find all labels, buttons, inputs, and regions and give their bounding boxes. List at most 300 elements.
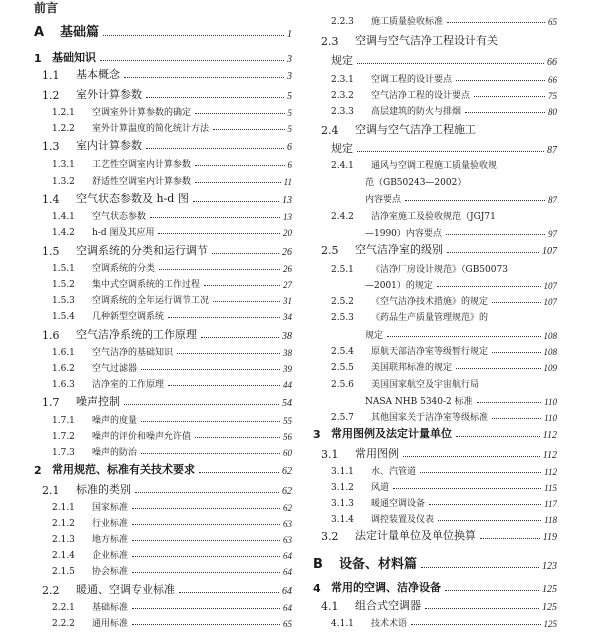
toc-leader-dots xyxy=(438,520,541,521)
toc-leader-dots xyxy=(445,590,539,591)
toc-leader-dots xyxy=(357,151,544,152)
toc-page-number: 3 xyxy=(287,71,292,82)
toc-entry-title: —1990）内容要点 xyxy=(365,229,442,239)
toc-entry-title: 室外计算温度的简化统计方法 xyxy=(92,124,210,134)
toc-page-number: 63 xyxy=(283,519,292,529)
toc-entry[interactable] xyxy=(34,243,292,258)
toc-page-number: 56 xyxy=(283,432,292,442)
toc-leader-dots xyxy=(421,567,539,568)
toc-entry-title: 基础标准 xyxy=(92,603,129,613)
toc-entry[interactable] xyxy=(313,86,557,101)
toc-entry[interactable] xyxy=(34,207,292,222)
toc-entry[interactable] xyxy=(34,562,292,577)
toc-entry-title: 空气洁净室的级别 xyxy=(355,243,443,256)
toc-entry-title: 范（GB50243—2002） xyxy=(365,178,467,188)
toc-page-number: 20 xyxy=(283,228,292,238)
toc-leader-dots xyxy=(447,22,545,23)
toc-entry-number: 2.1 xyxy=(42,484,60,497)
toc-entry[interactable] xyxy=(34,223,292,238)
toc-page-number: 34 xyxy=(283,312,292,322)
toc-entry[interactable] xyxy=(313,224,557,239)
toc-leader-dots xyxy=(492,352,540,353)
toc-entry-number: 2.4.2 xyxy=(331,212,354,222)
toc-entry-number: 3.2 xyxy=(321,530,339,543)
toc-page-number: 65 xyxy=(283,619,292,629)
toc-entry-number: 2.5.6 xyxy=(331,380,354,390)
toc-entry[interactable] xyxy=(34,462,292,477)
toc-entry[interactable] xyxy=(34,275,292,290)
toc-entry[interactable] xyxy=(313,392,557,407)
toc-entry-title: 基本概念 xyxy=(76,68,120,81)
toc-entry[interactable] xyxy=(313,122,557,137)
toc-page-number: 112 xyxy=(542,430,557,441)
toc-page-number: 13 xyxy=(282,195,292,206)
toc-leader-dots xyxy=(168,385,280,386)
toc-entry-title: 通风与空调工程施工质量验收规 xyxy=(371,161,498,171)
toc-entry-title: NASA NHB 5340-2 标准 xyxy=(365,397,473,407)
toc-entry-title: 美国国家航空及宇宙航行局 xyxy=(371,380,480,390)
toc-entry-number: 1.2.2 xyxy=(52,124,75,134)
toc-leader-dots xyxy=(429,504,541,505)
toc-entry-number: 2.1.2 xyxy=(52,519,75,529)
toc-page-number: 97 xyxy=(548,229,557,239)
toc-leader-dots xyxy=(100,60,284,61)
toc-entry-title: 水、汽管道 xyxy=(371,467,417,477)
toc-page-number: 1 xyxy=(287,29,292,40)
toc-entry-title: 工艺性空调室内计算参数 xyxy=(92,160,192,170)
toc-entry-title: 空气洁净的基础知识 xyxy=(92,348,174,358)
toc-entry[interactable] xyxy=(34,307,292,322)
toc-leader-dots xyxy=(492,302,540,303)
toc-entry[interactable] xyxy=(34,103,292,118)
toc-entry[interactable] xyxy=(34,359,292,374)
toc-entry[interactable] xyxy=(313,260,557,275)
toc-entry-title: 噪声的防治 xyxy=(92,448,138,458)
toc-entry[interactable] xyxy=(313,102,557,117)
toc-entry[interactable] xyxy=(34,343,292,358)
toc-entry-title: 噪声的度量 xyxy=(92,416,138,426)
toc-leader-dots xyxy=(437,286,541,287)
toc-entry-number: 1.5 xyxy=(42,245,60,258)
toc-entry[interactable] xyxy=(34,411,292,426)
toc-entry-title: 规定 xyxy=(331,54,353,67)
toc-entry-number: 2.2.2 xyxy=(52,619,75,629)
toc-page-number: 107 xyxy=(543,297,557,307)
toc-entry[interactable] xyxy=(34,394,292,409)
toc-entry[interactable] xyxy=(313,342,557,357)
toc-entry-number: 1.6.2 xyxy=(52,364,75,374)
toc-entry-number: 1.4.2 xyxy=(52,228,75,238)
toc-entry-title: 常用图例 xyxy=(355,447,399,460)
toc-entry[interactable] xyxy=(313,190,557,205)
toc-leader-dots xyxy=(465,112,545,113)
toc-entry-number: 2.3 xyxy=(321,35,339,48)
toc-entry-number: 1 xyxy=(34,52,42,65)
toc-page-number: 65 xyxy=(548,17,557,27)
toc-page-number: 108 xyxy=(543,347,557,357)
toc-entry[interactable] xyxy=(313,70,557,85)
toc-entry[interactable] xyxy=(313,141,557,156)
toc-entry[interactable] xyxy=(313,580,557,595)
toc-entry-number: 3 xyxy=(313,428,321,441)
toc-page-number: 13 xyxy=(283,212,292,222)
toc-entry-title: —2001）的规定 xyxy=(365,281,433,291)
toc-entry-title: 空调系统的全年运行调节工况 xyxy=(92,296,210,306)
toc-entry[interactable] xyxy=(313,326,557,341)
toc-entry[interactable] xyxy=(34,427,292,442)
toc-leader-dots xyxy=(195,165,284,166)
toc-entry-number: 1.7.3 xyxy=(52,448,75,458)
toc-entry-title: 常用图例及法定计量单位 xyxy=(331,427,452,440)
toc-entry-title: 高层建筑的防火与排烟 xyxy=(371,107,462,117)
toc-entry[interactable] xyxy=(313,494,557,509)
toc-page-number: 112 xyxy=(544,467,557,477)
toc-entry-title: 规定 xyxy=(331,142,353,155)
toc-leader-dots xyxy=(403,456,540,457)
toc-entry-title: 技术术语 xyxy=(371,619,408,629)
toc-page-number: 44 xyxy=(283,380,292,390)
toc-page-number: 112 xyxy=(542,450,557,461)
toc-leader-dots xyxy=(387,336,540,337)
toc-entry-number: 1.6.1 xyxy=(52,348,75,358)
toc-page-number: 11 xyxy=(283,177,292,187)
toc-entry[interactable] xyxy=(313,446,557,461)
toc-page-number: 117 xyxy=(544,499,557,509)
toc-entry-number: 2.1.5 xyxy=(52,567,75,577)
toc-entry-title: 内容要点 xyxy=(365,195,402,205)
toc-page-number: 125 xyxy=(543,619,557,629)
toc-entry-number: 2.5.1 xyxy=(331,265,354,275)
toc-entry[interactable] xyxy=(313,528,557,543)
toc-page-number: 108 xyxy=(543,331,557,341)
toc-entry-title: 《药品生产质量管理规范》的 xyxy=(371,313,489,323)
toc-entry-number: 1.5.3 xyxy=(52,296,75,306)
toc-page-number: 87 xyxy=(548,195,557,205)
toc-leader-dots xyxy=(132,524,280,525)
toc-leader-dots xyxy=(393,488,541,489)
toc-entry-title: 噪声控制 xyxy=(76,395,120,408)
toc-entry-title: 标准的类别 xyxy=(76,483,131,496)
toc-entry-number: 2.3.3 xyxy=(331,107,354,117)
toc-entry-title: 行业标准 xyxy=(92,519,129,529)
toc-entry-title: 空气洁净工程的设计要点 xyxy=(371,91,471,101)
toc-page-number: 63 xyxy=(283,535,292,545)
toc-entry-title: 基础篇 xyxy=(60,25,100,40)
toc-page-number: 6 xyxy=(287,142,292,153)
toc-entry-title: 组合式空调器 xyxy=(355,599,421,612)
toc-entry-title: 施工质量验收标准 xyxy=(371,17,444,27)
toc-entry-number: 1.4.1 xyxy=(52,212,75,222)
toc-entry-number: 2.1.4 xyxy=(52,551,75,561)
toc-entry-title: 空调工程的设计要点 xyxy=(371,75,453,85)
toc-entry-title: 国家标准 xyxy=(92,503,129,513)
toc-entry[interactable] xyxy=(313,598,557,613)
toc-leader-dots xyxy=(132,508,280,509)
toc-entry-number: 1.7 xyxy=(42,396,60,409)
toc-entry-title: 噪声的评价和噪声允许值 xyxy=(92,432,192,442)
toc-entry[interactable] xyxy=(313,33,557,48)
toc-entry[interactable] xyxy=(34,375,292,390)
toc-leader-dots xyxy=(132,540,280,541)
toc-entry[interactable] xyxy=(34,598,292,613)
toc-entry-number: 2.2.3 xyxy=(331,17,354,27)
toc-leader-dots xyxy=(124,77,284,78)
toc-entry[interactable] xyxy=(34,482,292,497)
toc-entry-title: 室外计算参数 xyxy=(76,88,142,101)
toc-entry[interactable] xyxy=(34,191,292,206)
toc-page-number: 123 xyxy=(542,561,557,572)
toc-entry-number: 2 xyxy=(34,464,42,477)
toc-leader-dots xyxy=(446,234,545,235)
toc-leader-dots xyxy=(141,369,280,370)
toc-page-number: 31 xyxy=(283,296,292,306)
toc-entry[interactable] xyxy=(313,426,557,441)
toc-leader-dots xyxy=(477,402,542,403)
toc-entry[interactable] xyxy=(313,308,557,323)
toc-entry[interactable] xyxy=(313,53,557,68)
toc-leader-dots xyxy=(456,80,545,81)
toc-entry-title: 法定计量单位及单位换算 xyxy=(355,529,476,542)
toc-entry-number: 2.1.3 xyxy=(52,535,75,545)
toc-leader-dots xyxy=(132,608,280,609)
toc-entry-title: 设备、材料篇 xyxy=(339,557,418,572)
toc-leader-dots xyxy=(456,368,540,369)
toc-entry-title: 空调与空气洁净工程施工 xyxy=(355,123,476,136)
toc-leader-dots xyxy=(124,404,279,405)
toc-leader-dots xyxy=(195,437,280,438)
toc-entry-title: 协会标准 xyxy=(92,567,129,577)
toc-leader-dots xyxy=(213,301,280,302)
toc-entry[interactable] xyxy=(34,172,292,187)
toc-leader-dots xyxy=(213,129,284,130)
toc-leader-dots xyxy=(150,217,280,218)
toc-entry-title: 空调系统的分类 xyxy=(92,264,156,274)
toc-page-number: 75 xyxy=(548,91,557,101)
toc-page-number: 125 xyxy=(542,584,557,595)
toc-entry-number: 1.4 xyxy=(42,193,60,206)
toc-entry-title: h-d 图及其应用 xyxy=(92,228,155,238)
toc-entry-number: 1.5.1 xyxy=(52,264,75,274)
toc-entry-number: 2.5.5 xyxy=(331,363,354,373)
toc-entry[interactable] xyxy=(313,358,557,373)
toc-entry[interactable] xyxy=(313,408,557,423)
toc-leader-dots xyxy=(201,337,279,338)
toc-entry[interactable] xyxy=(313,173,557,188)
toc-entry-title: 空气状态参数 xyxy=(92,212,147,222)
toc-entry[interactable] xyxy=(34,530,292,545)
toc-entry[interactable] xyxy=(34,291,292,306)
toc-entry-number: 1.7.2 xyxy=(52,432,75,442)
toc-entry-number: 1.2.1 xyxy=(52,108,75,118)
toc-page-number: 39 xyxy=(283,364,292,374)
toc-entry-number: 1.5.2 xyxy=(52,280,75,290)
toc-leader-dots xyxy=(447,252,539,253)
toc-entry[interactable] xyxy=(313,510,557,525)
toc-entry[interactable] xyxy=(34,327,292,342)
toc-leader-dots xyxy=(168,317,280,318)
toc-leader-dots xyxy=(132,556,280,557)
toc-entry-number: 2.1.1 xyxy=(52,503,75,513)
toc-page-number: 62 xyxy=(282,466,292,477)
toc-entry[interactable] xyxy=(34,514,292,529)
toc-entry[interactable] xyxy=(313,207,557,222)
toc-entry[interactable] xyxy=(34,614,292,629)
toc-leader-dots xyxy=(158,233,280,234)
toc-entry-title: 几种新型空调系统 xyxy=(92,312,165,322)
toc-entry-number: 2.2 xyxy=(42,584,60,597)
toc-entry[interactable] xyxy=(34,443,292,458)
toc-entry-title: 集中式空调系统的工作过程 xyxy=(92,280,201,290)
toc-page-number: 26 xyxy=(282,247,292,258)
toc-entry-number: 4.1.1 xyxy=(331,619,354,629)
toc-page-number: 110 xyxy=(544,397,557,407)
toc-entry-title: 洁净室的工作原理 xyxy=(92,380,165,390)
toc-page-number: 110 xyxy=(544,413,557,423)
toc-page-number: 80 xyxy=(548,107,557,117)
toc-leader-dots xyxy=(193,201,279,202)
toc-leader-dots xyxy=(480,538,540,539)
toc-entry-number: 3.1.1 xyxy=(331,467,354,477)
toc-entry-number: 1.3.2 xyxy=(52,177,75,187)
toc-leader-dots xyxy=(103,35,284,36)
toc-entry-number: 1.3.1 xyxy=(52,160,75,170)
toc-entry[interactable] xyxy=(313,375,557,390)
toc-entry[interactable] xyxy=(34,546,292,561)
toc-entry-number: 2.3.1 xyxy=(331,75,354,85)
toc-entry-number: 1.6 xyxy=(42,329,60,342)
toc-entry-title: 常用规范、标准有关技术要求 xyxy=(52,463,195,476)
toc-leader-dots xyxy=(474,96,545,97)
toc-page-number: 38 xyxy=(282,331,292,342)
toc-leader-dots xyxy=(135,492,279,493)
toc-leader-dots xyxy=(420,472,541,473)
toc-leader-dots xyxy=(405,200,545,201)
toc-page-number: 118 xyxy=(544,515,557,525)
toc-entry[interactable] xyxy=(313,12,557,27)
toc-entry-number: 1.6.3 xyxy=(52,380,75,390)
toc-leader-dots xyxy=(132,572,280,573)
toc-leader-dots xyxy=(177,353,280,354)
toc-entry[interactable] xyxy=(313,554,557,572)
toc-page-number: 119 xyxy=(542,532,557,543)
toc-page-number: 60 xyxy=(283,448,292,458)
toc-page-number: 5 xyxy=(287,91,292,102)
toc-entry[interactable] xyxy=(34,498,292,513)
toc-leader-dots xyxy=(492,418,541,419)
toc-page-number: 64 xyxy=(283,567,292,577)
toc-entry[interactable] xyxy=(313,478,557,493)
toc-entry-number: 3.1.2 xyxy=(331,483,354,493)
toc-entry-number: 1.3 xyxy=(42,140,60,153)
toc-entry-number: 2.5.3 xyxy=(331,313,354,323)
toc-entry-number: 2.4 xyxy=(321,124,339,137)
toc-page-number: 55 xyxy=(283,416,292,426)
toc-leader-dots xyxy=(195,182,281,183)
toc-entry-number: 2.2.1 xyxy=(52,603,75,613)
toc-preface[interactable] xyxy=(34,0,292,16)
toc-leader-dots xyxy=(411,624,540,625)
toc-leader-dots xyxy=(204,285,280,286)
toc-entry[interactable] xyxy=(34,119,292,134)
toc-page-number: 62 xyxy=(283,503,292,513)
toc-page-number: 38 xyxy=(283,348,292,358)
toc-leader-dots xyxy=(132,624,280,625)
toc-page-number: 107 xyxy=(542,246,557,257)
toc-page-number: 115 xyxy=(544,483,557,493)
toc-entry-title: 《空气洁净技术措施》的规定 xyxy=(371,297,489,307)
toc-page-number: 5 xyxy=(287,124,292,134)
toc-entry[interactable] xyxy=(34,259,292,274)
toc-page-number: 66 xyxy=(548,75,557,85)
toc-entry[interactable] xyxy=(313,276,557,291)
toc-entry[interactable] xyxy=(313,242,557,257)
toc-entry-title: 《洁净厂房设计规范》（GB50073 xyxy=(371,265,508,275)
toc-entry[interactable] xyxy=(34,87,292,102)
toc-entry-title: 空调室外计算参数的确定 xyxy=(92,108,192,118)
toc-entry-title: 暖通、空调专业标准 xyxy=(76,583,175,596)
toc-entry[interactable] xyxy=(34,582,292,597)
toc-page-number: 5 xyxy=(287,108,292,118)
toc-page-number: 107 xyxy=(543,281,557,291)
toc-leader-dots xyxy=(425,608,539,609)
toc-page-number: 27 xyxy=(283,280,292,290)
toc-entry-title: 其他国家关于洁净室等级标准 xyxy=(371,413,489,423)
toc-entry-number: B xyxy=(313,557,323,572)
toc-entry-number: 4.1 xyxy=(321,600,339,613)
toc-entry-title: 风道 xyxy=(371,483,390,493)
toc-entry-number: 4 xyxy=(313,582,321,595)
toc-entry-number: 1.7.1 xyxy=(52,416,75,426)
toc-entry[interactable] xyxy=(313,614,557,629)
toc-entry-number: 2.5.4 xyxy=(331,347,354,357)
toc-entry-number: 3.1.3 xyxy=(331,499,354,509)
toc-entry[interactable] xyxy=(34,155,292,170)
toc-leader-dots xyxy=(159,269,280,270)
toc-entry-title: 舒适性空调室内计算参数 xyxy=(92,177,192,187)
toc-entry-number: 2.5 xyxy=(321,244,339,257)
toc-entry-title: 暖通空调设备 xyxy=(371,499,426,509)
toc-entry-number: 2.5.7 xyxy=(331,413,354,423)
toc-page-number: 6 xyxy=(287,160,292,170)
toc-page-number: 26 xyxy=(283,264,292,274)
toc-entry[interactable] xyxy=(34,50,292,65)
toc-page-number: 64 xyxy=(283,551,292,561)
toc-entry[interactable] xyxy=(34,138,292,153)
toc-page-number: 3 xyxy=(287,54,292,65)
toc-entry-title: 地方标准 xyxy=(92,535,129,545)
toc-entry-title: 空气状态参数及 h-d 图 xyxy=(76,192,189,205)
toc-entry[interactable] xyxy=(34,67,292,82)
toc-entry[interactable] xyxy=(313,292,557,307)
toc-leader-dots xyxy=(146,97,284,98)
toc-entry-number: 3.1.4 xyxy=(331,515,354,525)
toc-entry-number: 2.4.1 xyxy=(331,161,354,171)
toc-entry-number: 2.3.2 xyxy=(331,91,354,101)
toc-leader-dots xyxy=(141,421,280,422)
toc-entry-title: 美国联邦标准的规定 xyxy=(371,363,453,373)
toc-entry-title: 通用标准 xyxy=(92,619,129,629)
toc-entry-title: 室内计算参数 xyxy=(76,139,142,152)
toc-page-number: 87 xyxy=(547,145,557,156)
toc-entry[interactable] xyxy=(34,22,292,40)
toc-entry-title: 常用的空调、洁净设备 xyxy=(331,581,441,594)
toc-entry-title: 原航天部洁净室等级暂行规定 xyxy=(371,347,489,357)
toc-entry-title: 空调与空气洁净工程设计有关 xyxy=(355,34,498,47)
toc-entry[interactable] xyxy=(313,462,557,477)
toc-entry[interactable] xyxy=(313,156,557,171)
toc-entry-title: 规定 xyxy=(365,331,384,341)
toc-entry-number: 3.1 xyxy=(321,448,339,461)
